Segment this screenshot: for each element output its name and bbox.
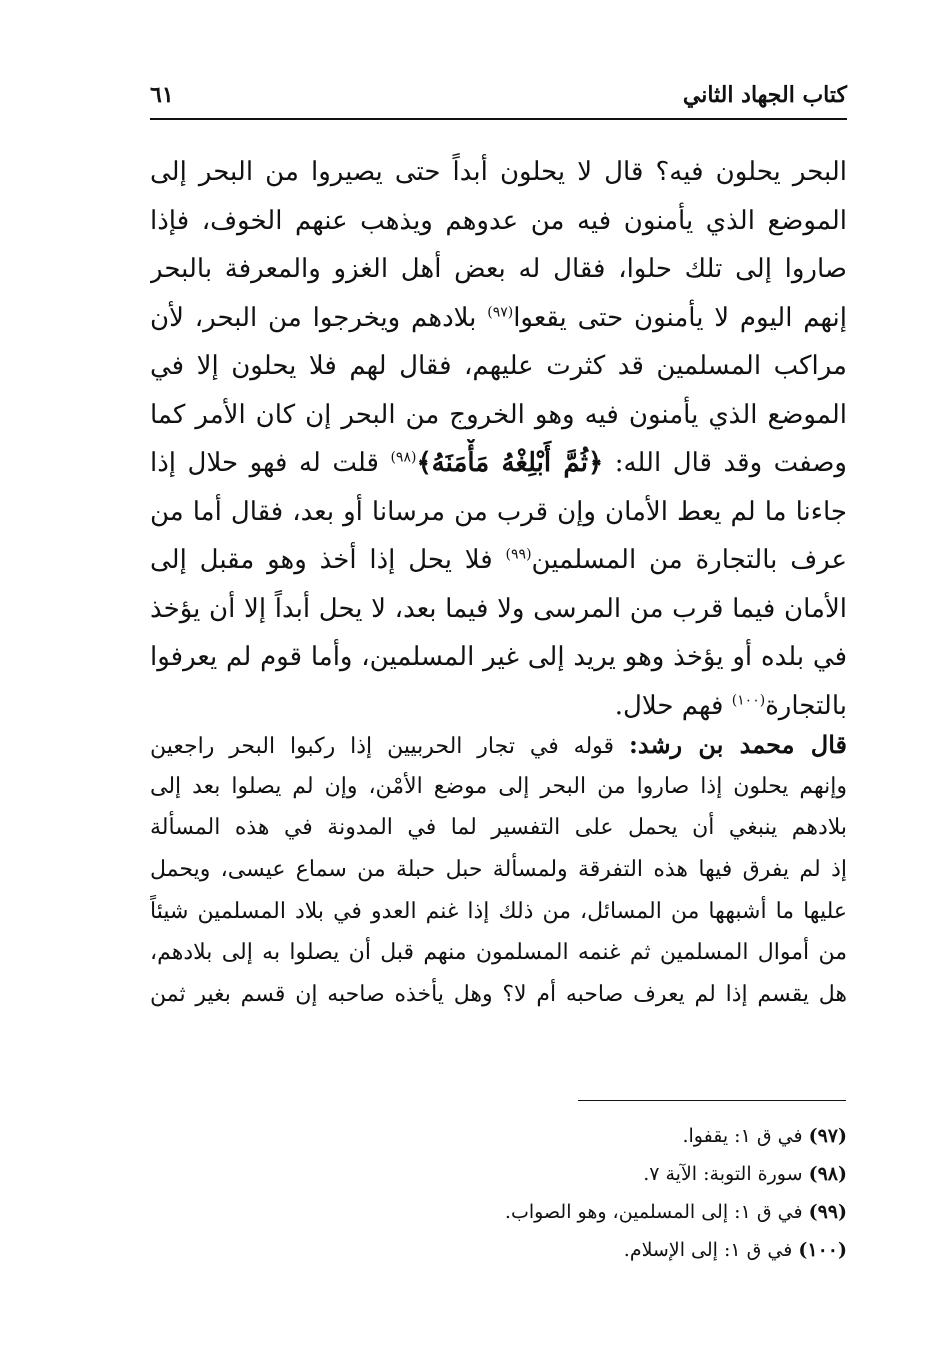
footnote-text: في ق ١: يقفوا. — [682, 1125, 803, 1147]
text-line: إذ لم يفرق فيها هذه التفرقة ولمسألة حبل حبلة من سماع عيسى، ويحمل — [150, 857, 847, 883]
text-line: الموضع الذي يأمنون فيه وهو الخروج من البحر إن كان الأمر كما — [150, 399, 847, 430]
footnote-text: في ق ١: إلى المسلمين، وهو الصواب. — [504, 1201, 803, 1223]
header-rule — [150, 118, 847, 120]
text-line — [150, 439, 847, 488]
text-line — [150, 536, 847, 585]
text-line: هل يقسم إذا لم يعرف صاحبه أم لا؟ وهل يأخذه صاحبه إن قسم بغير ثمن — [150, 982, 847, 1008]
text-line: الأمان فيما قرب من المرسى ولا فيما بعد، لا يحل أبداً إلا أن يؤخذ — [150, 593, 847, 624]
text-line: الموضع الذي يأمنون فيه من عدوهم ويذهب عنهم الخوف، فإذا — [150, 205, 847, 236]
footnote-number: (١٠٠) — [798, 1239, 847, 1261]
text-line: مراكب المسلمين قد كثرت عليهم، فقال لهم فلا يحلون إلا في — [150, 351, 847, 381]
footnote-99 — [150, 1193, 847, 1231]
text-line — [150, 294, 847, 343]
quran-quote: ﴿ثُمَّ أَبْلِغْهُ مَأْمَنَهُ﴾ — [416, 448, 604, 478]
text-segment: بلادهم ويخرجوا من البحر، لأن — [150, 302, 488, 333]
speaker-label: قال محمد بن رشد: — [628, 730, 847, 759]
text-segment: قوله في تجار الحربيين إذا ركبوا البحر راجعين — [150, 734, 629, 759]
text-segment: عرف بالتجارة من المسلمين — [531, 545, 847, 575]
running-header — [150, 82, 847, 118]
text-line: جاءنا ما لم يعط الأمان وإن قرب من مرسانا أو بعد، فقال أما من — [150, 496, 847, 527]
text-line: عليها ما أشبهها من المسائل، من ذلك إذا غنم العدو في بلاد المسلمين شيئاً — [150, 898, 847, 924]
footnote-ref-98: (٩٨) — [390, 449, 417, 466]
footnote-ref-97: (٩٧) — [487, 303, 514, 320]
paragraph-1 — [150, 148, 847, 730]
text-line: في بلده أو يؤخذ وهو يريد إلى غير المسلمين، وأما قوم لم يعرفوا — [150, 642, 847, 672]
text-segment: بالتجارة — [765, 690, 847, 721]
text-segment: قلت له فهو حلال إذا — [150, 448, 391, 478]
text-segment: وصفت وقد قال الله: — [603, 448, 847, 478]
footnote-100 — [150, 1231, 847, 1269]
footnote-number: (٩٨) — [808, 1163, 847, 1185]
footnote-ref-99: (٩٩) — [505, 546, 532, 563]
text-segment: فهم حلال. — [614, 690, 732, 721]
text-line: بلادهم ينبغي أن يحمل على التفسير لما في المدونة في هذه المسألة — [150, 815, 847, 841]
footnote-ref-100: (١٠٠) — [731, 691, 766, 708]
book-title: كتاب الجهاد الثاني — [682, 82, 847, 108]
footnote-number: (٩٩) — [808, 1201, 847, 1223]
footnote-97 — [150, 1117, 847, 1155]
footnotes — [150, 1117, 847, 1269]
text-line: من أموال المسلمين ثم غنمه المسلمون منهم قبل أن يصلوا به إلى بلادهم، — [150, 940, 847, 966]
text-line — [150, 682, 847, 731]
text-segment: إنهم اليوم لا يأمنون حتى يقعوا — [513, 302, 847, 333]
paragraph-2 — [150, 724, 847, 1016]
text-line: وإنهم يحلون إذا صاروا من البحر إلى موضع الأمْن، وإن لم يصلوا بعد إلى — [150, 773, 847, 799]
footnote-number: (٩٧) — [808, 1125, 847, 1147]
text-line: البحر يحلون فيه؟ قال لا يحلون أبداً حتى يصيروا من البحر إلى — [150, 157, 847, 187]
page-number: ٦١ — [150, 82, 174, 108]
footnote-rule — [578, 1100, 846, 1101]
footnote-text: سورة التوبة: الآية ٧. — [643, 1163, 803, 1185]
footnote-98 — [150, 1155, 847, 1193]
text-segment: فلا يحل إذا أخذ وهو مقبل إلى — [150, 545, 506, 575]
text-line: صاروا إلى تلك حلوا، فقال له بعض أهل الغزو والمعرفة بالبحر — [150, 254, 847, 284]
text-line — [150, 724, 847, 766]
footnote-text: في ق ١: إلى الإسلام. — [623, 1239, 793, 1261]
